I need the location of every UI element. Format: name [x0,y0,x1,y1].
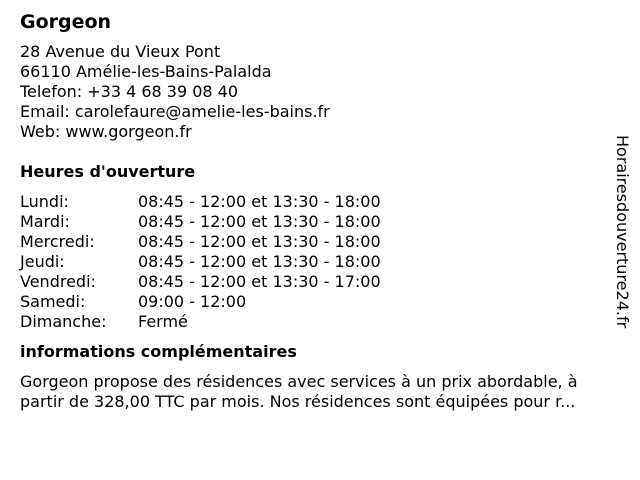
hours-value: 08:45 - 12:00 et 13:30 - 18:00 [138,252,381,271]
hours-row [20,312,381,332]
day-label: Samedi: [20,292,86,311]
phone-text: Telefon: +33 4 68 39 08 40 [20,82,239,101]
opening-hours-table [20,192,381,332]
hours-row [20,252,381,272]
hours-value: 08:45 - 12:00 et 13:30 - 18:00 [138,192,381,211]
business-card [20,10,620,428]
address-line-street: 28 Avenue du Vieux Pont [20,42,221,61]
day-label: Mardi: [20,212,70,231]
address-line-city: 66110 Amélie-les-Bains-Palalda [20,62,272,81]
day-label: Mercredi: [20,232,95,251]
hours-value: 09:00 - 12:00 [138,292,247,311]
website-text: Web: www.gorgeon.fr [20,122,192,141]
hours-row [20,272,381,292]
email-text: Email: carolefaure@amelie-les-bains.fr [20,102,330,121]
hours-value: 08:45 - 12:00 et 13:30 - 17:00 [138,272,381,291]
day-label: Jeudi: [20,252,65,271]
hours-row [20,192,381,212]
hours-value: Fermé [138,312,188,331]
site-watermark: Horairesdouverture24.fr [613,135,632,329]
contact-block [20,42,620,142]
hours-row [20,292,381,312]
additional-info-text: Gorgeon propose des résidences avec services à un prix abordable, à partir de 328,00 TTC par mois. Nos résidences sont équipées pour r... [20,372,578,411]
day-label: Vendredi: [20,272,96,291]
day-label: Dimanche: [20,312,107,331]
hours-value: 08:45 - 12:00 et 13:30 - 18:00 [138,212,381,231]
opening-hours-heading: Heures d'ouverture [20,162,196,181]
hours-row [20,212,381,232]
hours-row [20,232,381,252]
day-label: Lundi: [20,192,69,211]
business-name: Gorgeon [20,11,112,33]
hours-value: 08:45 - 12:00 et 13:30 - 18:00 [138,232,381,251]
additional-info-heading: informations complémentaires [20,342,297,361]
